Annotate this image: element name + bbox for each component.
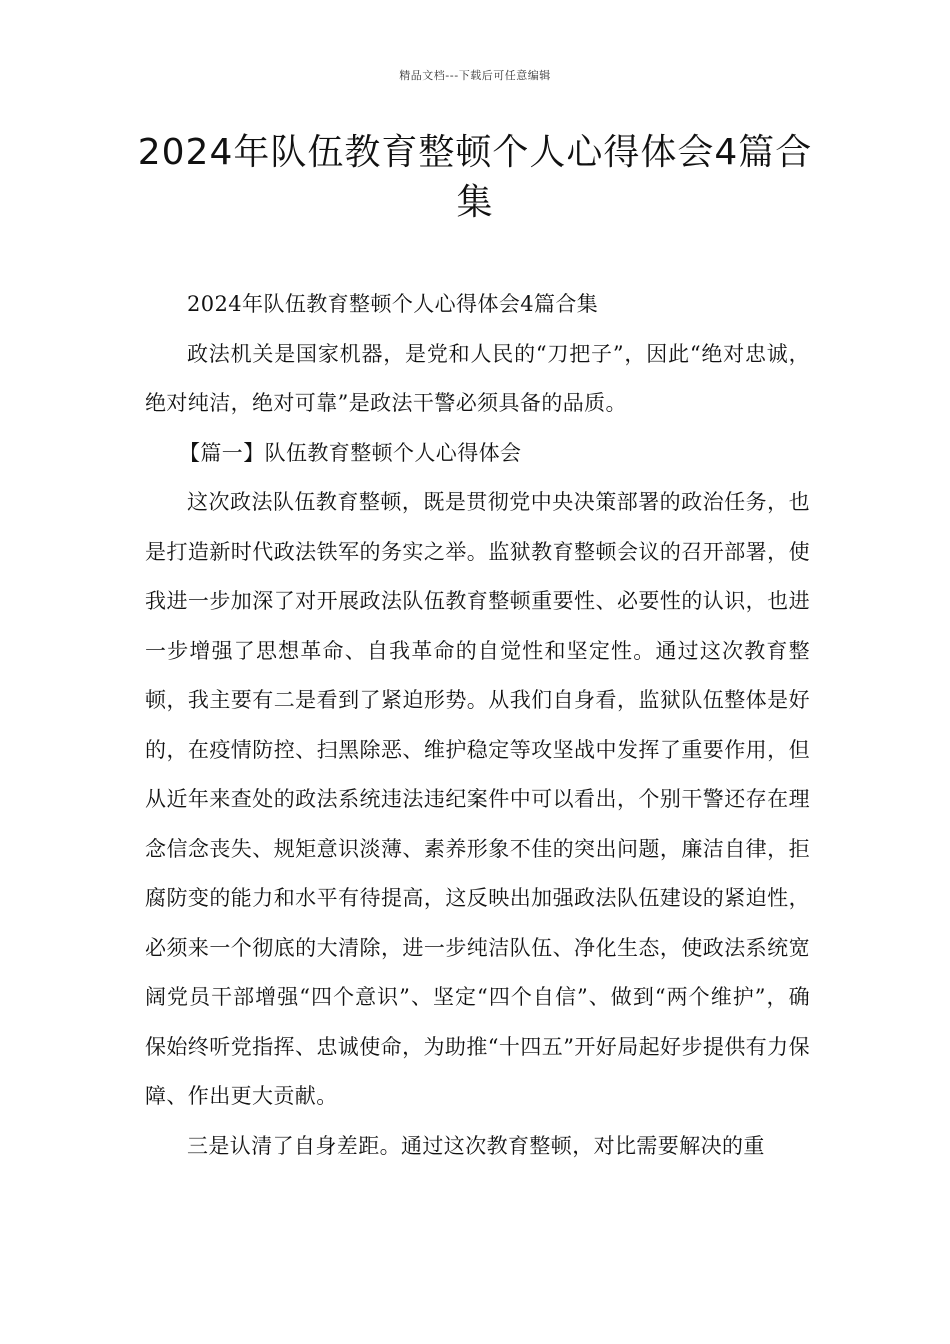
document-title: 2024年队伍教育整顿个人心得体会4篇合集 [137, 132, 813, 223]
body-paragraph-continuation: 三是认清了自身差距。通过这次教育整顿，对比需要解决的重 [187, 1133, 765, 1158]
body-paragraph-main: 这次政法队伍教育整顿，既是贯彻党中央决策部署的政治任务，也是打造新时代政法铁军的务实之举。监狱教育整顿会议的召开部署，使我进一步加深了对开展政法队伍教育整顿重要性、必要性的认识，也进一步增强了思想革命、自我革命的自觉性和坚定性。通过这次教育整顿，我主要有二是看到了紧迫形势。从我们自身看，监狱队伍整体是好的，在疫情防控、扫黑除恶、维护稳定等攻坚战中发挥了重要作用，但从近年来查处的政法系统违法违纪案件中可以看出，个别干警还存在理念信念丧失、规矩意识淡薄、素养形象不佳的突出问题，廉洁自律，拒腐防变的能力和水平有待提高，这反映出加强政法队伍建设的紧迫性，必须来一个彻底的大清除，进一步纯洁队伍、净化生态，使政法系统宽阔党员干部增强“四个意识”、坚定“四个自信”、做到“两个维护”，确保始终听党指挥、忠诚使命，为助推“十四五”开好局起好步提供有力保障、作出更大贡献。 [145, 490, 810, 1108]
header-note: 精品文档---下载后可任意编辑 [399, 69, 551, 82]
body-paragraph-preface: 政法机关是国家机器，是党和人民的“刀把子”，因此“绝对忠诚，绝对纯洁，绝对可靠”是政法干警必须具备的品质。 [145, 341, 810, 415]
section-heading-part-one: 【篇一】队伍教育整顿个人心得体会 [179, 440, 522, 465]
document-body [145, 280, 810, 1171]
body-paragraph-intro-title: 2024年队伍教育整顿个人心得体会4篇合集 [187, 292, 599, 316]
